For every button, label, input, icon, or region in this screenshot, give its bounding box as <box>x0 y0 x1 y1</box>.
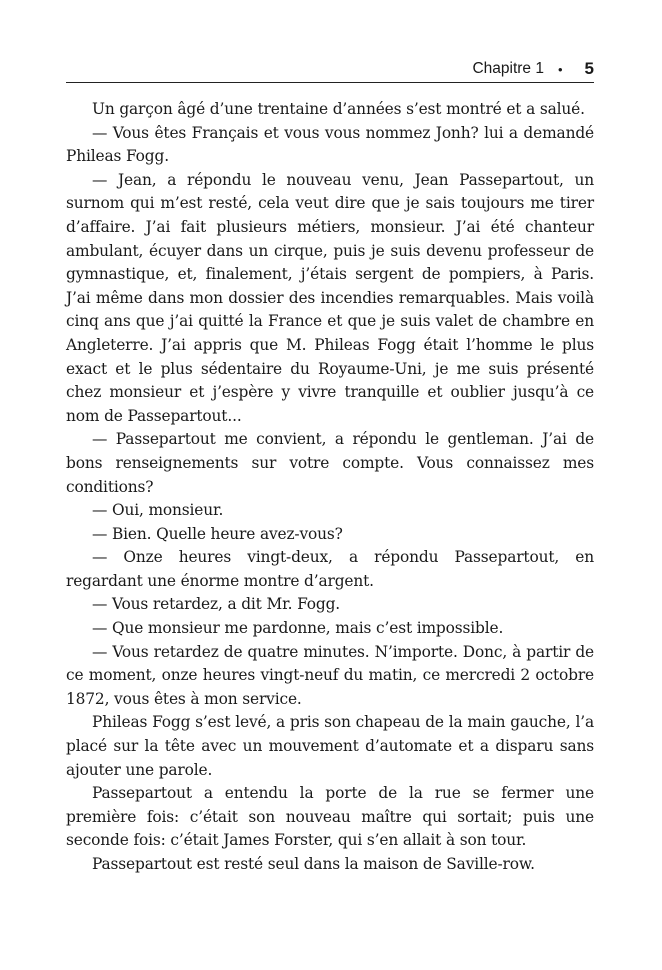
body-text <box>66 98 594 877</box>
paragraph: — Vous retardez de quatre minutes. N’importe. Donc, à partir de ce moment, onze heures vingt-neuf du matin, ce mercredi 2 octobre 1872, vous êtes à mon service. <box>66 642 594 708</box>
chapter-title: Chapitre 1 <box>472 60 544 77</box>
paragraph: Passepartout a entendu la porte de la rue se fermer une première fois: c’était son nouveau maître qui sortait; puis une seconde fois: c’était James Forster, qui s’en allait à son tour. <box>66 784 594 850</box>
paragraph: — Bien. Quelle heure avez-vous? <box>92 524 343 543</box>
paragraph: — Vous retardez, a dit Mr. Fogg. <box>92 595 341 614</box>
running-header <box>66 56 594 83</box>
paragraph: Phileas Fogg s’est levé, a pris son chapeau de la main gauche, l’a placé sur la tête avec un mouvement d’automate et a disparu sans ajouter une parole. <box>66 713 594 779</box>
paragraph: — Onze heures vingt-deux, a répondu Passepartout, en regardant une énorme montre d’argent. <box>66 548 594 590</box>
paragraph: — Jean, a répondu le nouveau venu, Jean Passepartout, un surnom qui m’est resté, cela veut dire que je sais toujours me tirer d’affaire. J’ai fait plusieurs métiers, monsieur. J’ai été chanteur ambulant, écuyer dans un cirque, puis je suis devenu professeur de gymnastique, et, finalement, j’étais sergent de pompiers, à Paris. J’ai même dans mon dossier des incendies remarquables. Mais voilà cinq ans que j’ai quitté la France et que je suis valet de chambre en Angleterre. J’ai appris que M. Phileas Fogg était l’homme le plus exact et le plus sédentaire du Royaume-Uni, je me suis présenté chez monsieur et j’espère y vivre tranquille et oublier jusqu’à ce nom de Passepartout... <box>66 170 594 425</box>
paragraph: — Passepartout me convient, a répondu le gentleman. J’ai de bons renseignements sur votre compte. Vous connaissez mes conditions? <box>66 430 594 496</box>
paragraph: — Que monsieur me pardonne, mais c’est impossible. <box>92 619 504 638</box>
paragraph: Passepartout est resté seul dans la maison de Saville-row. <box>92 855 535 873</box>
page-number: 5 <box>584 59 594 78</box>
paragraph: Un garçon âgé d’une trentaine d’années s’est montré et a salué. <box>92 100 585 118</box>
bullet-separator: • <box>557 61 563 77</box>
paragraph: — Oui, monsieur. <box>92 501 224 520</box>
paragraph: — Vous êtes Français et vous vous nommez Jonh? lui a demandé Phileas Fogg. <box>66 123 594 166</box>
